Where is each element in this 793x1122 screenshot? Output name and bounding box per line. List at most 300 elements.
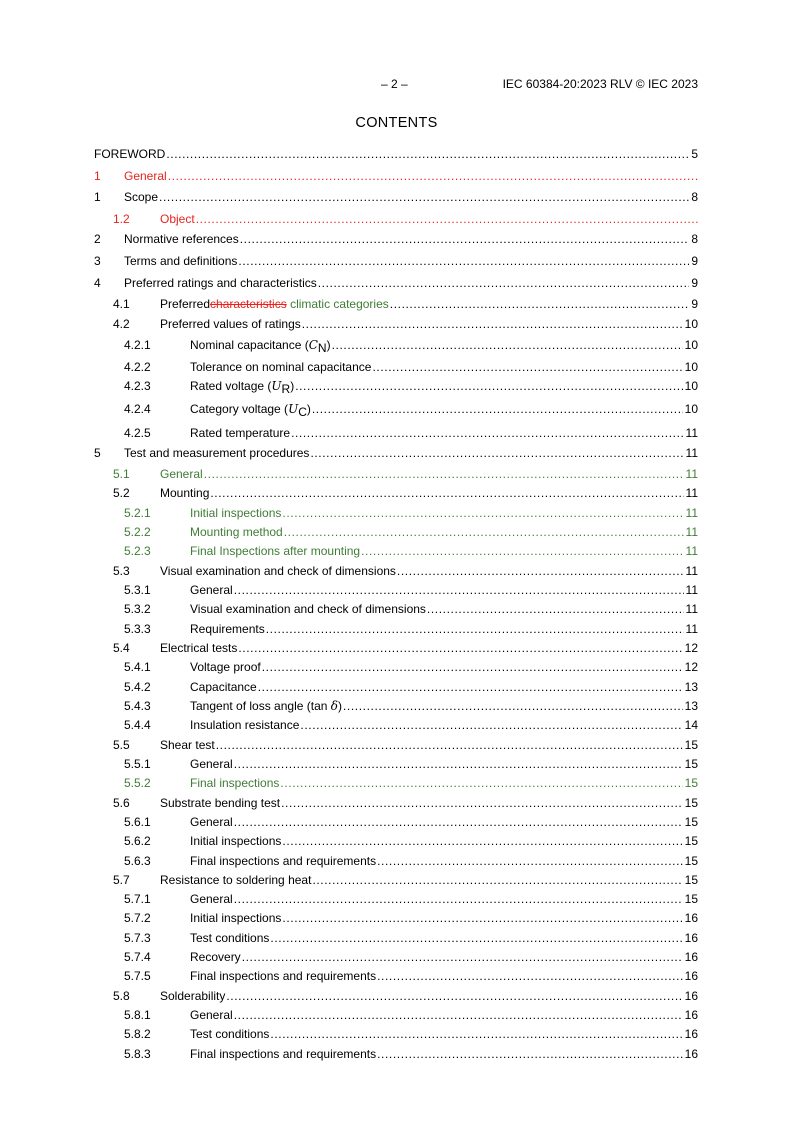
toc-entry-number: 5.7.5 [124,969,151,983]
toc-entry-number: 5.3.1 [124,583,151,597]
toc-entry-symbol: U [271,379,282,393]
toc-entry-title-text: General [160,467,203,481]
toc-entry-page: 10 [684,317,698,331]
toc-entry-line [190,717,698,733]
toc-leader-dots [302,316,683,332]
toc-entry-title-text: General [190,757,233,771]
toc-entry[interactable] [94,1026,698,1042]
toc-entry-number: 5.4.4 [124,718,151,732]
toc-entry-symbol: δ [330,699,338,713]
toc-entry-number: 5.8 [113,989,130,1003]
toc-leader-dots [390,296,690,312]
toc-entry-page: 11 [685,564,698,578]
toc-entry-number: 5.5.1 [124,757,151,771]
toc-entry-page: 11 [685,525,698,539]
toc-entry-title [190,930,270,946]
toc-entry-title-text: Preferred values of ratings [160,317,301,331]
toc-entry-title [190,968,377,984]
toc-entry-title [190,1026,270,1042]
toc-entry-page: 10 [684,338,698,352]
toc-entry-title [190,621,266,637]
toc-entry-title-text: Tolerance on nominal capacitance [190,360,372,374]
toc-entry[interactable] [94,930,698,946]
toc-leader-dots [240,231,690,247]
toc-leader-dots [204,466,684,482]
toc-entry-line [190,621,698,637]
toc-entry-line [160,296,698,312]
toc-leader-dots [266,621,684,637]
toc-leader-dots [234,582,684,598]
toc-entry-page: 15 [684,738,698,752]
toc-leader-dots [282,910,682,926]
page-title: CONTENTS [355,115,438,131]
toc-entry[interactable] [94,833,698,849]
toc-entry-line [190,601,698,617]
toc-entry-number: 5.3 [113,564,130,578]
toc-entry-title-text: Final Inspections after mounting [190,544,361,558]
toc-entry[interactable] [94,146,698,162]
toc-entry-title [160,737,216,753]
toc-entry-title [190,910,282,926]
toc-entry-number: 5.5 [113,738,130,752]
toc-entry-page: 11 [685,426,698,440]
toc-entry[interactable] [94,756,698,772]
toc-entry-page: 15 [684,892,698,906]
toc-leader-dots [270,1026,682,1042]
toc-entry-title [190,601,427,617]
toc-entry-title-text: Substrate bending test [160,796,281,810]
toc-entry-line [124,231,698,247]
toc-entry-title-text: Preferred [160,297,211,311]
toc-entry-title [190,378,295,397]
toc-leader-dots [377,968,683,984]
toc-entry-title-text: Solderability [160,989,226,1003]
toc-entry-title-text: Visual examination and check of dimensions [160,564,396,578]
toc-entry-line [124,275,698,291]
toc-entry-page: 15 [684,796,698,810]
toc-entry-page: 11 [685,467,698,481]
toc-entry[interactable] [94,189,698,205]
toc-entry-line [124,445,698,461]
toc-entry-symbol: U [288,402,299,416]
toc-leader-dots [258,679,683,695]
toc-entry[interactable] [94,168,698,184]
toc-entry-page: 16 [684,931,698,945]
toc-entry[interactable] [94,401,698,417]
toc-leader-dots [238,253,689,269]
toc-entry-title [160,988,226,1004]
toc-entry-title [124,168,168,184]
toc-entry-number: 5.3.2 [124,602,151,616]
toc-entry-title-text: Preferred ratings and characteristics [124,276,317,290]
toc-entry-number: 1 [94,190,101,204]
toc-entry-title [190,853,377,869]
toc-entry[interactable] [94,795,698,811]
toc-entry-page: 16 [684,1027,698,1041]
toc-entry-title [124,189,159,205]
toc-leader-dots [262,659,683,675]
toc-leader-dots [332,337,683,353]
toc-entry-number: 5.4.3 [124,699,151,713]
toc-entry-line [190,949,698,965]
toc-entry-line [124,189,698,205]
toc-entry-title-text: Electrical tests [160,641,238,655]
toc-entry-page: 10 [684,360,698,374]
toc-entry-line [160,466,698,482]
page-header [0,76,793,92]
toc-entry[interactable] [94,485,698,501]
toc-entry-number: 1 [94,169,101,183]
toc-leader-dots [234,1007,683,1023]
toc-leader-dots [427,601,684,617]
toc-entry-line [190,582,698,598]
toc-entry-number: 5.8.3 [124,1047,151,1061]
toc-leader-dots [242,949,683,965]
toc-entry-page: 9 [691,297,698,311]
toc-entry[interactable] [94,505,698,521]
toc-entry-number: 5.7.1 [124,892,151,906]
toc-entry-number: 5.7.3 [124,931,151,945]
toc-entry-title-text: Shear test [160,738,215,752]
toc-entry-line [190,378,698,397]
toc-entry-line [190,891,698,907]
toc-entry-title-text: General [190,1008,233,1022]
toc-entry-page: 14 [684,718,698,732]
toc-entry-title-text: Test conditions [190,931,270,945]
toc-entry[interactable] [94,425,698,441]
page-number: – 2 – [381,77,408,91]
toc-entry-title-text: Mounting method [190,525,283,539]
toc-entry-title [190,1007,234,1023]
toc-entry-number: 5.6 [113,796,130,810]
toc-entry-line [190,853,698,869]
toc-entry-page: 11 [685,544,698,558]
toc-entry-title-text: General [124,169,167,183]
toc-entry-line [190,930,698,946]
toc-entry-page: 15 [684,757,698,771]
toc-leader-dots [196,211,698,227]
toc-entry[interactable] [94,359,698,375]
toc-entry-line [190,659,698,675]
toc-leader-dots [284,524,684,540]
toc-leader-dots [312,872,682,888]
toc-entry[interactable] [94,775,698,791]
toc-entry[interactable] [94,737,698,753]
toc-entry-subscript: N [317,341,327,355]
toc-entry-number: 5.3.3 [124,622,151,636]
toc-entry-number: 5.2.3 [124,544,151,558]
toc-entry-title [190,337,332,356]
toc-entry-title-suffix: ) [326,338,331,352]
toc-entry[interactable] [94,337,698,353]
toc-entry[interactable] [94,296,698,312]
toc-entry-subscript: R [281,382,291,396]
toc-entry-page: 11 [685,622,698,636]
toc-entry[interactable] [94,717,698,733]
toc-entry-line [160,640,698,656]
toc-leader-dots [234,814,683,830]
toc-entry-number: 5.1 [113,467,130,481]
toc-entry-title [190,401,312,420]
toc-entry-number: 4.2.4 [124,402,151,416]
toc-entry-title [190,425,291,441]
toc-entry-line [94,146,698,162]
toc-leader-dots [310,445,683,461]
toc-entry-line [190,775,698,791]
toc-entry[interactable] [94,910,698,926]
toc-entry-page: 10 [684,379,698,393]
toc-entry-number: 5.6.3 [124,854,151,868]
toc-entry-title [160,640,238,656]
toc-entry-number: 5.2.2 [124,525,151,539]
toc-entry-line [160,737,698,753]
toc-entry[interactable] [94,466,698,482]
toc-entry[interactable] [94,640,698,656]
toc-entry-title [190,717,300,733]
toc-entry-title [160,296,390,312]
toc-entry-number: 5 [94,446,101,460]
toc-entry-line [160,316,698,332]
toc-entry-line [190,814,698,830]
toc-entry-title-text: Nominal capacitance ( [190,338,309,352]
toc-entry-inserted-text: climatic categories [290,297,389,311]
toc-entry-title [190,891,234,907]
standard-reference: IEC 60384-20:2023 RLV © IEC 2023 [502,77,698,91]
toc-leader-dots [238,640,682,656]
toc-entry-title [94,146,166,162]
toc-entry-line [124,168,698,184]
toc-entry-symbol: C [308,338,318,352]
toc-entry-title-text: Category voltage ( [190,402,289,416]
toc-entry-title-suffix: ) [306,402,311,416]
toc-entry-title-text: Visual examination and check of dimensions [190,602,426,616]
toc-entry-number: 5.2 [113,486,130,500]
toc-entry-title-text: Tangent of loss angle (tan [190,699,331,713]
toc-entry-title-text: Final inspections [190,776,280,790]
toc-entry-page: 16 [684,989,698,1003]
toc-entry-page: 11 [685,506,698,520]
toc-entry-number: 4.1 [113,297,130,311]
toc-entry-title-suffix: ) [290,379,295,393]
toc-entry-title-text: Final inspections and requirements [190,854,377,868]
toc-entry-line [190,425,698,441]
toc-entry-title [160,316,302,332]
toc-entry[interactable] [94,378,698,394]
toc-entry[interactable] [94,621,698,637]
toc-entry-title [190,1046,377,1062]
toc-entry-line [190,756,698,772]
toc-entry-number: 5.7 [113,873,130,887]
toc-entry-number: 4 [94,276,101,290]
toc-entry-title-text: Mounting [160,486,210,500]
toc-entry-page: 13 [684,699,698,713]
toc-entry-title [190,659,262,675]
toc-entry-number: 5.7.4 [124,950,151,964]
toc-entry-page: 15 [684,854,698,868]
toc-entry-title-text: FOREWORD [94,147,166,161]
toc-entry-title [190,756,234,772]
toc-entry-number: 4.2.5 [124,426,151,440]
toc-entry-number: 4.2.1 [124,338,151,352]
toc-entry[interactable] [94,698,698,714]
toc-entry-number: 3 [94,254,101,268]
toc-entry[interactable] [94,814,698,830]
toc-entry-line [160,485,698,501]
toc-entry-title-text: Initial inspections [190,834,282,848]
toc-entry-deleted-text: characteristics [210,297,287,311]
toc-entry-title [124,253,238,269]
toc-leader-dots [210,485,683,501]
toc-entry-page: 15 [684,776,698,790]
toc-entry-title [190,543,361,559]
toc-entry-line [190,543,698,559]
toc-entry[interactable] [94,582,698,598]
toc-entry-title [160,795,281,811]
toc-entry-title [190,833,282,849]
toc-entry-line [190,910,698,926]
toc-entry-line [190,1026,698,1042]
toc-entry-title [160,466,204,482]
toc-entry[interactable] [94,872,698,888]
toc-entry-number: 2 [94,232,101,246]
toc-entry-line [160,988,698,1004]
toc-entry[interactable] [94,253,698,269]
toc-entry-number: 5.4.1 [124,660,151,674]
toc-entry-line [190,401,698,420]
toc-leader-dots [168,168,698,184]
toc-entry-page: 16 [684,969,698,983]
toc-leader-dots [159,189,689,205]
toc-leader-dots [234,891,683,907]
toc-entry-page: 11 [685,583,698,597]
toc-leader-dots [312,401,683,417]
toc-entry[interactable] [94,949,698,965]
toc-leader-dots [234,756,683,772]
toc-entry[interactable] [94,231,698,247]
toc-entry-line [190,833,698,849]
toc-entry-number: 5.7.2 [124,911,151,925]
toc-entry[interactable] [94,853,698,869]
toc-entry[interactable] [94,988,698,1004]
toc-entry[interactable] [94,543,698,559]
toc-entry-page: 16 [684,950,698,964]
toc-entry-title-text: General [190,583,233,597]
toc-entry-number: 4.2.3 [124,379,151,393]
toc-entry-number: 4.2 [113,317,130,331]
toc-entry-line [190,1046,698,1062]
toc-entry-number: 1.2 [113,212,130,226]
toc-entry[interactable] [94,601,698,617]
toc-entry[interactable] [94,316,698,332]
toc-leader-dots [343,698,683,714]
toc-entry-line [160,563,698,579]
toc-entry-page: 11 [685,602,698,616]
toc-entry[interactable] [94,563,698,579]
toc-entry-page: 9 [691,254,698,268]
toc-entry-page: 13 [684,680,698,694]
toc-entry-line [190,698,698,714]
toc-entry-title-text: Terms and definitions [124,254,238,268]
toc-entry[interactable] [94,445,698,461]
toc-entry-title-text: Test conditions [190,1027,270,1041]
toc-entry-page: 12 [684,660,698,674]
toc-entry-title [124,231,240,247]
toc-leader-dots [300,717,682,733]
toc-entry-title-text: Rated temperature [190,426,291,440]
toc-leader-dots [281,795,683,811]
toc-entry-line [190,524,698,540]
toc-entry-title [160,563,397,579]
toc-entry-number: 5.6.2 [124,834,151,848]
toc-entry-number: 5.8.1 [124,1008,151,1022]
toc-entry-line [190,337,698,356]
toc-leader-dots [372,359,682,375]
toc-entry-line [124,253,698,269]
toc-entry[interactable] [94,679,698,695]
toc-entry-page: 8 [691,190,698,204]
toc-entry-number: 5.2.1 [124,506,151,520]
toc-entry-line [160,795,698,811]
toc-leader-dots [280,775,682,791]
toc-entry-page: 11 [685,486,698,500]
toc-entry-line [190,679,698,695]
toc-entry-title [190,698,343,714]
toc-entry-page: 15 [684,815,698,829]
toc-entry-title-text: Object [160,212,195,226]
toc-entry-title-suffix: ) [338,699,342,713]
toc-entry-number: 5.4.2 [124,680,151,694]
toc-entry[interactable] [94,659,698,675]
toc-entry-title-text: Voltage proof [190,660,261,674]
toc-entry[interactable] [94,891,698,907]
toc-entry-line [190,968,698,984]
toc-entry[interactable] [94,524,698,540]
toc-entry-title [190,949,242,965]
toc-entry-title-text: Capacitance [190,680,257,694]
toc-leader-dots [397,563,684,579]
toc-entry-title [190,524,284,540]
toc-leader-dots [377,853,683,869]
toc-entry-title-text: Rated voltage ( [190,379,272,393]
toc-entry-subscript: C [298,405,307,419]
toc-leader-dots [226,988,682,1004]
toc-entry[interactable] [94,1046,698,1062]
toc-entry-title [190,582,234,598]
toc-entry-title-text: Insulation resistance [190,718,300,732]
toc-leader-dots [270,930,682,946]
toc-leader-dots [282,833,682,849]
toc-leader-dots [291,425,683,441]
toc-entry-title [160,485,210,501]
toc-entry-page: 5 [691,147,698,161]
toc-entry[interactable] [94,275,698,291]
toc-entry-title-text: Initial inspections [190,506,282,520]
toc-entry-title-text: General [190,815,233,829]
toc-entry[interactable] [94,1007,698,1023]
toc-entry-page: 15 [684,834,698,848]
toc-entry-title [190,775,280,791]
toc-leader-dots [166,146,689,162]
toc-leader-dots [318,275,690,291]
toc-entry-title [190,359,372,375]
toc-entry[interactable] [94,968,698,984]
toc-entry-title [124,275,318,291]
toc-entry-title-text: Recovery [190,950,241,964]
toc-entry-number: 5.6.1 [124,815,151,829]
toc-entry-number: 5.5.2 [124,776,151,790]
toc-entry[interactable] [94,211,698,227]
toc-entry-number: 5.4 [113,641,130,655]
